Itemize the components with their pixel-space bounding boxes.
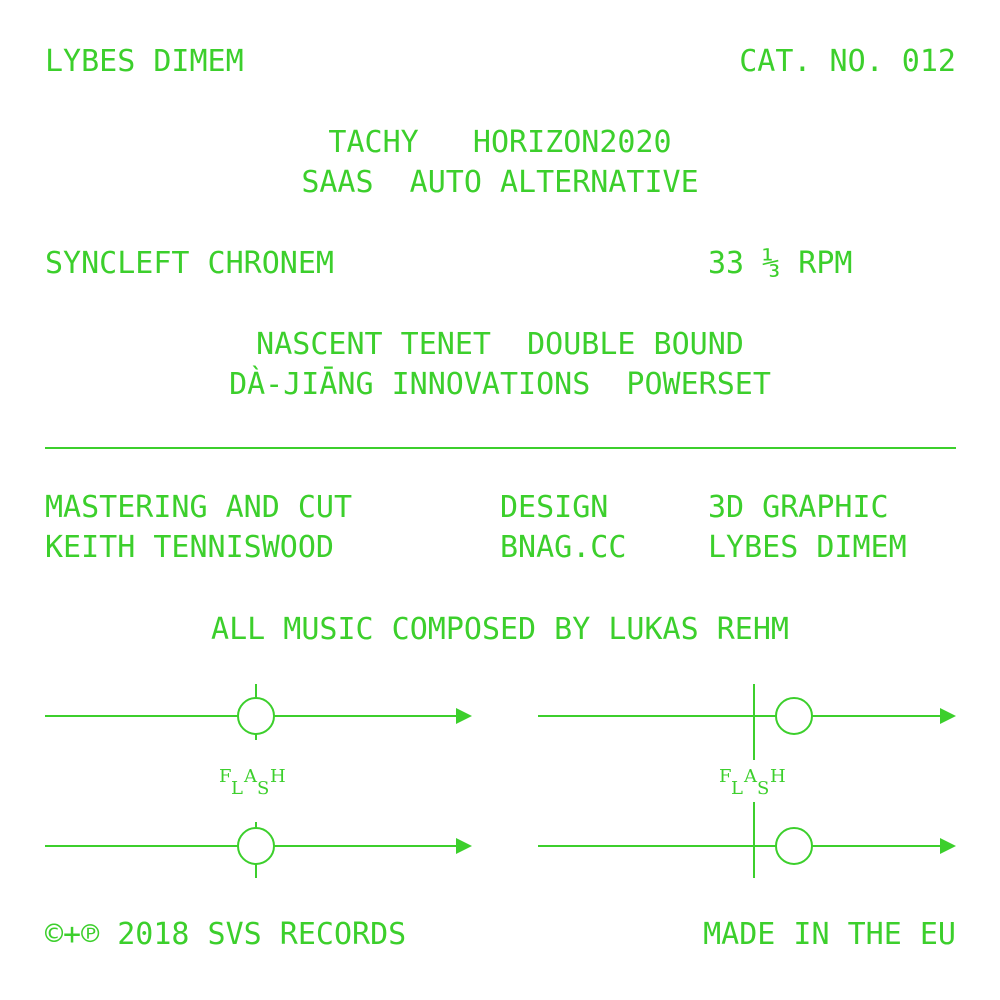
credit-name-design: BNAG.CC [500, 530, 627, 565]
credit-role-mastering: MASTERING AND CUT [45, 490, 353, 525]
credit-name-graphic: LYBES DIMEM [708, 530, 907, 565]
arrowhead-icon [456, 708, 472, 724]
copyright-notice: ©+℗ 2018 SVS RECORDS [45, 917, 407, 952]
arrowhead-icon [940, 838, 956, 854]
node-circle-bottom-left [238, 828, 274, 864]
flash-letter: S [257, 778, 270, 799]
flash-letter: A [744, 766, 757, 787]
flash-letter: H [770, 766, 786, 787]
flash-letter: A [244, 766, 257, 787]
arrowhead-icon [940, 708, 956, 724]
track-line-2: SAAS AUTO ALTERNATIVE [301, 165, 699, 200]
flash-letter: L [731, 778, 743, 799]
arrowhead-icon [456, 838, 472, 854]
track-line-4: DÀ-JIĀNG INNOVATIONS POWERSET [229, 367, 771, 402]
catalog-number: CAT. NO. 012 [739, 44, 956, 79]
side-name: SYNCLEFT CHRONEM [45, 246, 334, 281]
node-circle-top-left [238, 698, 274, 734]
rpm-speed: 33 ⅓ RPM [708, 246, 853, 281]
node-circle-top-right [776, 698, 812, 734]
node-circle-bottom-right [776, 828, 812, 864]
flash-letter: H [270, 766, 286, 787]
credit-name-mastering: KEITH TENNISWOOD [45, 530, 334, 565]
flash-letter: F [219, 766, 232, 787]
divider-rule [45, 447, 956, 449]
credit-role-design: DESIGN [500, 490, 609, 525]
flash-letter: F [719, 766, 732, 787]
label-name: LYBES DIMEM [45, 44, 244, 79]
flash-letter: S [757, 778, 770, 799]
track-line-1: TACHY HORIZON2020 [328, 125, 672, 160]
composer-credit: ALL MUSIC COMPOSED BY LUKAS REHM [211, 612, 789, 647]
flash-diagram-left [0, 680, 500, 880]
credit-role-graphic: 3D GRAPHIC [708, 490, 889, 525]
flash-diagram-right [500, 680, 1000, 880]
flash-letter: L [231, 778, 243, 799]
made-in-origin: MADE IN THE EU [703, 917, 956, 952]
track-line-3: NASCENT TENET DOUBLE BOUND [256, 327, 744, 362]
